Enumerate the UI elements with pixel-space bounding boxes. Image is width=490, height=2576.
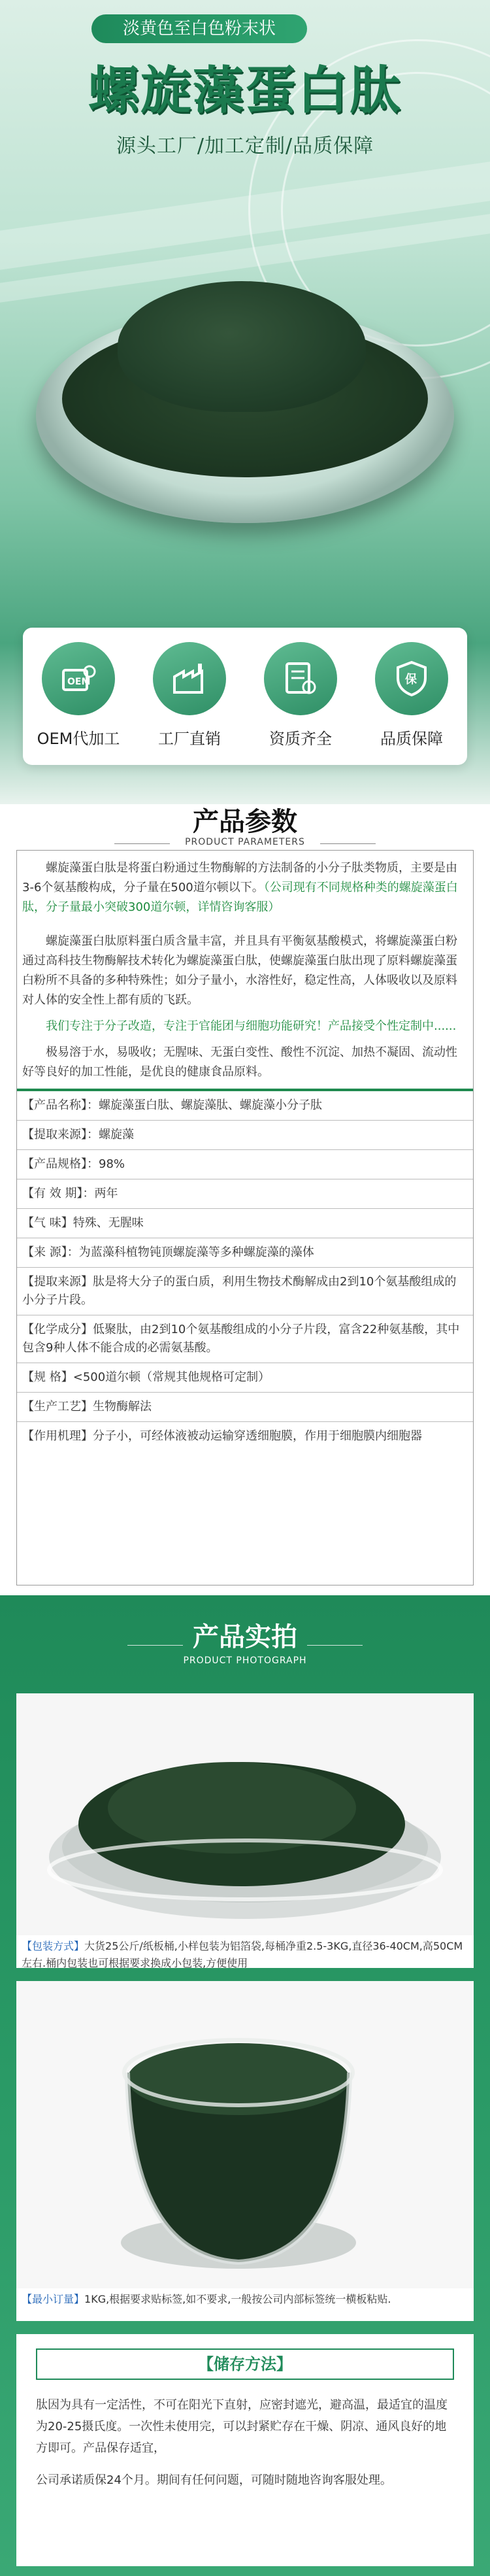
photo-title-en: PRODUCT PHOTOGRAPH bbox=[183, 1655, 307, 1666]
param-row bbox=[17, 1121, 473, 1150]
photo-title: 产品实拍 bbox=[193, 1622, 297, 1652]
product-photo bbox=[16, 1981, 474, 2288]
storage-card bbox=[16, 2334, 474, 2566]
photo-card-2 bbox=[16, 1981, 474, 2321]
param-key: 【生产工艺】 bbox=[22, 1400, 93, 1414]
photo-section bbox=[0, 1595, 490, 2576]
badge-label: 工厂直销 bbox=[158, 730, 221, 748]
param-key: 【产品规格】： bbox=[22, 1157, 99, 1171]
factory-icon bbox=[153, 642, 226, 715]
param-key: 【规 格】 bbox=[22, 1370, 73, 1384]
param-value: 螺旋藻蛋白肽、螺旋藻肽、螺旋藻小分子肽 bbox=[99, 1098, 322, 1112]
param-row bbox=[17, 1363, 473, 1393]
powder-heap-image bbox=[118, 281, 366, 412]
params-title-en: PRODUCT PARAMETERS bbox=[185, 837, 305, 847]
feature-badges bbox=[23, 628, 467, 765]
packing-key: 【包装方式】 bbox=[22, 1940, 85, 1952]
param-key: 【气 味】 bbox=[22, 1216, 73, 1230]
param-row bbox=[17, 1091, 473, 1121]
hero-subtitle: 淡黄色至白色粉末状 bbox=[91, 14, 307, 43]
param-value: 98% bbox=[99, 1157, 125, 1171]
svg-text:OEM: OEM bbox=[67, 677, 91, 687]
param-key: 【化学成分】 bbox=[22, 1323, 93, 1336]
badge-label: 资质齐全 bbox=[269, 730, 332, 748]
param-value: 低聚肽，由2到10个氨基酸组成的小分子片段，富含22种氨基酸，其中包含9种人体不能合成的必需氨基酸。 bbox=[22, 1323, 460, 1355]
param-value: 肽是将大分子的蛋白质，利用生物技术酶解成由2到10个氨基酸组成的小分子片段。 bbox=[22, 1275, 457, 1307]
intro-text: 螺旋藻蛋白肽是将蛋白粉通过生物酶解的方法制备的小分子肽类物质，主要是由3-6个氨基酸构成，分子量在500道尔顿以下。 bbox=[22, 861, 457, 894]
param-key: 【作用机理】 bbox=[22, 1429, 93, 1443]
page-title: 螺旋藻蛋白肽 bbox=[88, 61, 402, 120]
storage-paragraph: 公司承诺质保24个月。期间有任何问题，可随时随地咨询客服处理。 bbox=[36, 2473, 392, 2487]
intro-text: 螺旋藻蛋白肽原料蛋白质含量丰富，并且具有平衡氨基酸模式，将螺旋藻蛋白粉通过高科技生物酶解技术转化为螺旋藻蛋白肽，使螺旋藻蛋白肽出现了原料螺旋藻蛋白粉所不具备的多种特殊性；如分子量小，水溶性好，稳定性高，人体吸收以及原料对人体的安全性上都有质的飞跃。 bbox=[22, 934, 457, 1007]
param-value: 生物酶解法 bbox=[93, 1400, 152, 1414]
param-value: 分子小，可经体液被动运输穿透细胞膜，作用于细胞膜内细胞器 bbox=[93, 1429, 422, 1443]
param-row bbox=[17, 1179, 473, 1209]
param-key: 【有 效 期】： bbox=[22, 1187, 95, 1200]
params-table bbox=[16, 850, 474, 1585]
params-title: 产品参数 bbox=[193, 807, 297, 837]
badge-quality bbox=[363, 642, 461, 765]
param-value: 螺旋藻 bbox=[99, 1128, 134, 1142]
moq-text: 1KG,根据要求贴标签,如不要求,一般按公司内部标签统一横板粘贴. bbox=[84, 2293, 391, 2305]
storage-text bbox=[36, 2394, 454, 2501]
param-row bbox=[17, 1315, 473, 1363]
params-intro bbox=[17, 851, 473, 1082]
intro-text: 极易溶于水，易吸收；无腥味、无蛋白变性、酸性不沉淀、加热不凝固、流动性好等良好的加工性能，是优良的健康食品原料。 bbox=[22, 1045, 457, 1079]
packing-text: 大货25公斤/纸板桶,小样包装为铝箔袋,每桶净重2.5-3KG,直径36-40CM,高50CM左右.桶内包装也可根据要求换成小包装,方便使用 bbox=[22, 1940, 463, 1969]
param-rows bbox=[17, 1091, 473, 1451]
param-key: 【提取来源】 bbox=[22, 1275, 93, 1289]
hero-banner bbox=[0, 0, 490, 804]
moq-key: 【最小订量】 bbox=[22, 2293, 85, 2305]
param-row bbox=[17, 1422, 473, 1451]
param-row bbox=[17, 1393, 473, 1422]
badge-label: 品质保障 bbox=[380, 730, 443, 748]
intro-note: （公司现有不同规格种类的螺旋藻蛋白肽，分子量最小突破300道尔顿，详情咨询客服） bbox=[22, 881, 458, 914]
badge-label: OEM代加工 bbox=[37, 730, 120, 748]
param-row bbox=[17, 1238, 473, 1268]
param-row bbox=[17, 1209, 473, 1238]
badge-cert bbox=[252, 642, 350, 765]
hero-tagline: 源头工厂/加工定制/品质保障 bbox=[116, 135, 374, 158]
oem-icon bbox=[42, 642, 115, 715]
shield-icon bbox=[375, 642, 448, 715]
param-value: 两年 bbox=[94, 1187, 118, 1200]
param-key: 【提取来源】： bbox=[22, 1128, 99, 1142]
storage-paragraph: 肽因为具有一定活性，不可在阳光下直射，应密封遮光，避高温，最适宜的温度为20-25摄氏度。一次性未使用完，可以封紧贮存在干燥、阴凉、通风良好的地方即可。产品保存适宜， bbox=[36, 2398, 448, 2455]
intro-highlight: 我们专注于分子改造，专注于官能团与细胞功能研究！产品接受个性定制中...... bbox=[46, 1019, 457, 1033]
param-value: <500道尔顿（常规其他规格可定制） bbox=[73, 1370, 270, 1384]
packing-caption bbox=[16, 1935, 474, 1968]
product-photo bbox=[16, 1693, 474, 1935]
photo-card-1 bbox=[16, 1693, 474, 1968]
param-value: 为蓝藻科植物钝顶螺旋藻等多种螺旋藻的藻体 bbox=[78, 1246, 314, 1259]
param-key: 【来 源】： bbox=[22, 1246, 79, 1259]
svg-text:保: 保 bbox=[405, 673, 417, 686]
divider bbox=[127, 1645, 183, 1646]
divider bbox=[307, 1645, 363, 1646]
badge-factory bbox=[140, 642, 238, 765]
param-value: 特殊、无腥味 bbox=[73, 1216, 144, 1230]
param-key: 【产品名称】： bbox=[22, 1098, 99, 1112]
storage-title: 【储存方法】 bbox=[36, 2348, 454, 2380]
moq-caption bbox=[16, 2288, 474, 2321]
param-row bbox=[17, 1268, 473, 1315]
param-row bbox=[17, 1150, 473, 1179]
badge-oem bbox=[29, 642, 127, 765]
certificate-icon bbox=[264, 642, 337, 715]
